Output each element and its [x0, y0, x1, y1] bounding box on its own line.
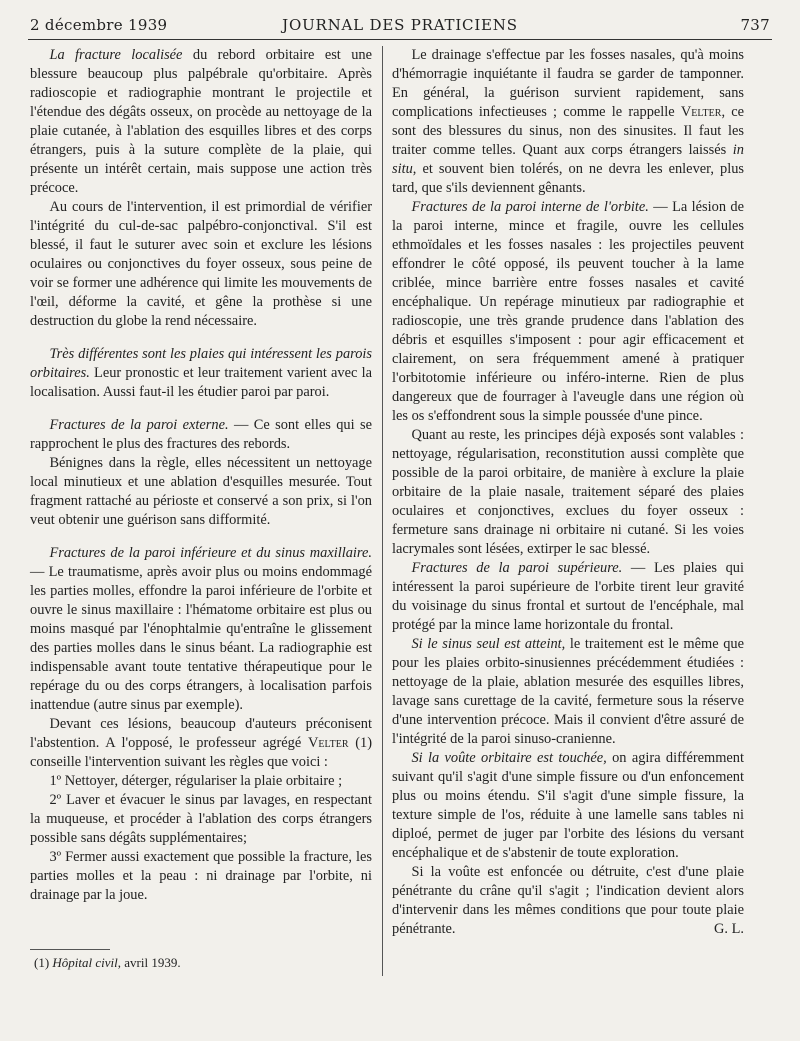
paragraph — [30, 416, 372, 454]
paragraph: Quant au reste, les principes déjà exposés sont valables : nettoyage, régularisation, reconstitution aussi complète que possible de la paroi orbitaire, de manière à exclure la plaie orbitaire de la plaie nasale, traitement séparé des plaies oculaires et conjonctives, exclues du foyer osseux : fermeture sans drainage ni orbitaire ni cutané. Si les voies lacrymales sont lésées, extirper le sac blessé. — [392, 427, 744, 557]
paragraph — [30, 345, 372, 402]
paragraph: Bénignes dans la règle, elles nécessitent un nettoyage local minutieux et une ablation d'esquilles mesurée. Tout fragment rattaché au périoste et conservé a son prix, si l'on veut obtenir une guérison sans difformité. — [30, 455, 372, 528]
paragraph-text: — Le traumatisme, après avoir plus ou moins endommagé les parties molles, effondre la paroi inférieure de l'orbite et ouvre le sinus maxillaire : l'hématome orbitaire est plus ou moins masqué par l'énophtalmie qu'entraîne le glissement des parties molles dans le sinus béant. La radiographie est indispensable avant toute tentative thérapeutique pour le repérage du ou des corps étrangers, à localisation parfois inattendue (autre sinus par exemple). — [30, 564, 372, 713]
paragraph-text: le traitement est le même que pour les plaies orbito-sinusiennes précédemment étudiées : nettoyage de la plaie, ablation mesurée des esquilles libres, lavage sans curettage de la cavité, fermeture sous la réserve d'une intervention précoce. Mais il convient d'être assuré de l'intégrité de la paroi sinuso-cranienne. — [392, 636, 744, 747]
section-heading: Très différentes sont les plaies qui intéressent les parois orbitaires. — [30, 346, 372, 381]
paragraph — [30, 46, 372, 198]
list-item: 3º Fermer aussi exactement que possible la fracture, les parties molles et la peau : ni drainage par l'orbite, ni drainage par la joue. — [30, 849, 372, 903]
paragraph — [392, 46, 744, 198]
list-item: 2º Laver et évacuer le sinus par lavages, en respectant la muqueuse, et procéder à l'ablation des corps étrangers possible sans dégâts supplémentaires; — [30, 792, 372, 846]
footnote-number: (1) — [34, 955, 53, 970]
italic-term: in situ — [392, 142, 744, 177]
footnote-source: Hôpital civil — [52, 955, 118, 970]
left-column — [30, 46, 372, 905]
paragraph — [392, 198, 744, 426]
paragraph-text: Le drainage s'effectue par les fosses nasales, qu'à moins d'hémorragie inquiétante il faudra se garder de tamponner. En général, la guérison survient rapidement, sans complications infectieuses ; comme le rappelle — [392, 47, 744, 120]
section-heading: Fractures de la paroi externe. — [49, 417, 229, 433]
author-signature: G. L. — [714, 921, 744, 937]
paragraph — [30, 715, 372, 772]
column-divider — [382, 46, 383, 976]
paragraph — [392, 863, 744, 939]
paragraph-text: , ce sont des blessures du sinus, non des sinusites. Il faut les traiter comme telles. Quant aux corps étrangers laissés — [392, 104, 744, 158]
section-heading: Fractures de la paroi supérieure. — [411, 560, 623, 576]
paragraph — [30, 544, 372, 715]
paragraph-text: — Les plaies qui intéressent la paroi supérieure de l'orbite tirent leur gravité du voisinage du sinus frontal et surtout de l'encéphale, mal protégé par la mince lame horizontale du frontal. — [392, 560, 744, 633]
footnote-rule — [30, 949, 110, 950]
paragraph-text: — Ce sont elles qui se rapprochent le plus des fractures des rebords. — [30, 417, 373, 452]
paragraph-text: on agira différemment suivant qu'il s'agit d'une simple fissure ou d'un enfoncement plus ou moins étendu. S'il s'agit d'une simple fissure, la texture simple de l'os, réduite à une lamelle sans tables ni diploé, permet de juger par l'orbite des lésions du versant encéphalique et de s'abstenir de toute exploration. — [392, 750, 744, 861]
header-rule — [28, 39, 772, 40]
page-number: 737 — [740, 16, 770, 34]
running-header — [30, 16, 770, 38]
section-heading: Si la voûte orbitaire est touchée, — [411, 750, 607, 766]
paragraph-text: , et souvent bien tolérés, on ne devra les enlever, plus tard, que s'ils deviennent gênants. — [392, 161, 744, 196]
section-heading: Si le sinus seul est atteint, — [411, 636, 566, 652]
section-heading: Fractures de la paroi inférieure et du sinus maxillaire. — [49, 545, 372, 561]
author-name: Velter — [680, 104, 722, 120]
paragraph-text: — La lésion de la paroi interne, mince et fragile, ouvre les cellules ethmoïdales et les fosses nasales : les projectiles peuvent effondrer le côté opposé, ils peuvent toucher à la lame criblée, mince barrière entre fosses nasales et cavité encéphalique. Un repérage minutieux par radiographie et radioscopie, une très grande prudence dans l'ablation des débris et esquilles s'imposent : pour agir efficacement et clairement, on sera fréquemment amené à pratiquer l'orbitotomie inférieure ou inféro-interne. Rien de plus dangereux que de fourrager à l'aveugle dans une région où les os s'effondrent sous la simple poussée d'une pince. — [392, 199, 744, 424]
author-name: Velter — [307, 735, 349, 751]
section-heading: La fracture localisée — [49, 47, 183, 63]
paragraph — [392, 749, 744, 863]
right-column — [392, 46, 744, 939]
footnote-date: , avril 1939. — [117, 955, 181, 970]
paragraph-text: (1) conseille l'intervention suivant les règles que voici : — [30, 735, 372, 770]
list-item: 1º Nettoyer, déterger, régulariser la plaie orbitaire ; — [49, 773, 343, 789]
paragraph-text: Leur pronostic et leur traitement varient avec la localisation. Aussi faut-il les étudier paroi par paroi. — [30, 365, 372, 400]
paragraph — [392, 635, 744, 749]
issue-date: 2 décembre 1939 — [30, 16, 168, 34]
paragraph-text: du rebord orbitaire est une blessure beaucoup plus palpébrale qu'orbitaire. Après radioscopie et radiographie montrant le projectile et l'étendue des dégâts osseux, on procède au nettoyage de la plaie cutanée, à l'ablation des esquilles libres et des corps étrangers, puis à la suture complète de la plaie, qui présente un intérêt certain, mais suppose une action très précoce. — [30, 47, 372, 196]
paragraph: Au cours de l'intervention, il est primordial de vérifier l'intégrité du cul-de-sac palpébro-conjonctival. S'il est blessé, il faut le suturer avec soin et exclure les lésions oculaires ou conjonctives du foyer osseux, sous peine de voir se former une adhérence qui limite les mouvements de l'œil, déforme la cavité, et gêne la prothèse si une destruction du globe la rend nécessaire. — [30, 199, 372, 329]
paragraph-text: Devant ces lésions, beaucoup d'auteurs préconisent l'abstention. A l'opposé, le professeur agrégé — [30, 716, 372, 751]
paragraph — [392, 559, 744, 635]
paragraph-text: Si la voûte est enfoncée ou détruite, c'est d'une plaie pénétrante du crâne qu'il s'agit ; l'indication devient alors d'intervenir dans les mêmes conditions que pour toute plaie pénétrante. — [392, 864, 744, 937]
journal-title: JOURNAL DES PRATICIENS — [282, 16, 518, 34]
footnote — [34, 955, 181, 971]
section-heading: Fractures de la paroi interne de l'orbite. — [411, 199, 649, 215]
